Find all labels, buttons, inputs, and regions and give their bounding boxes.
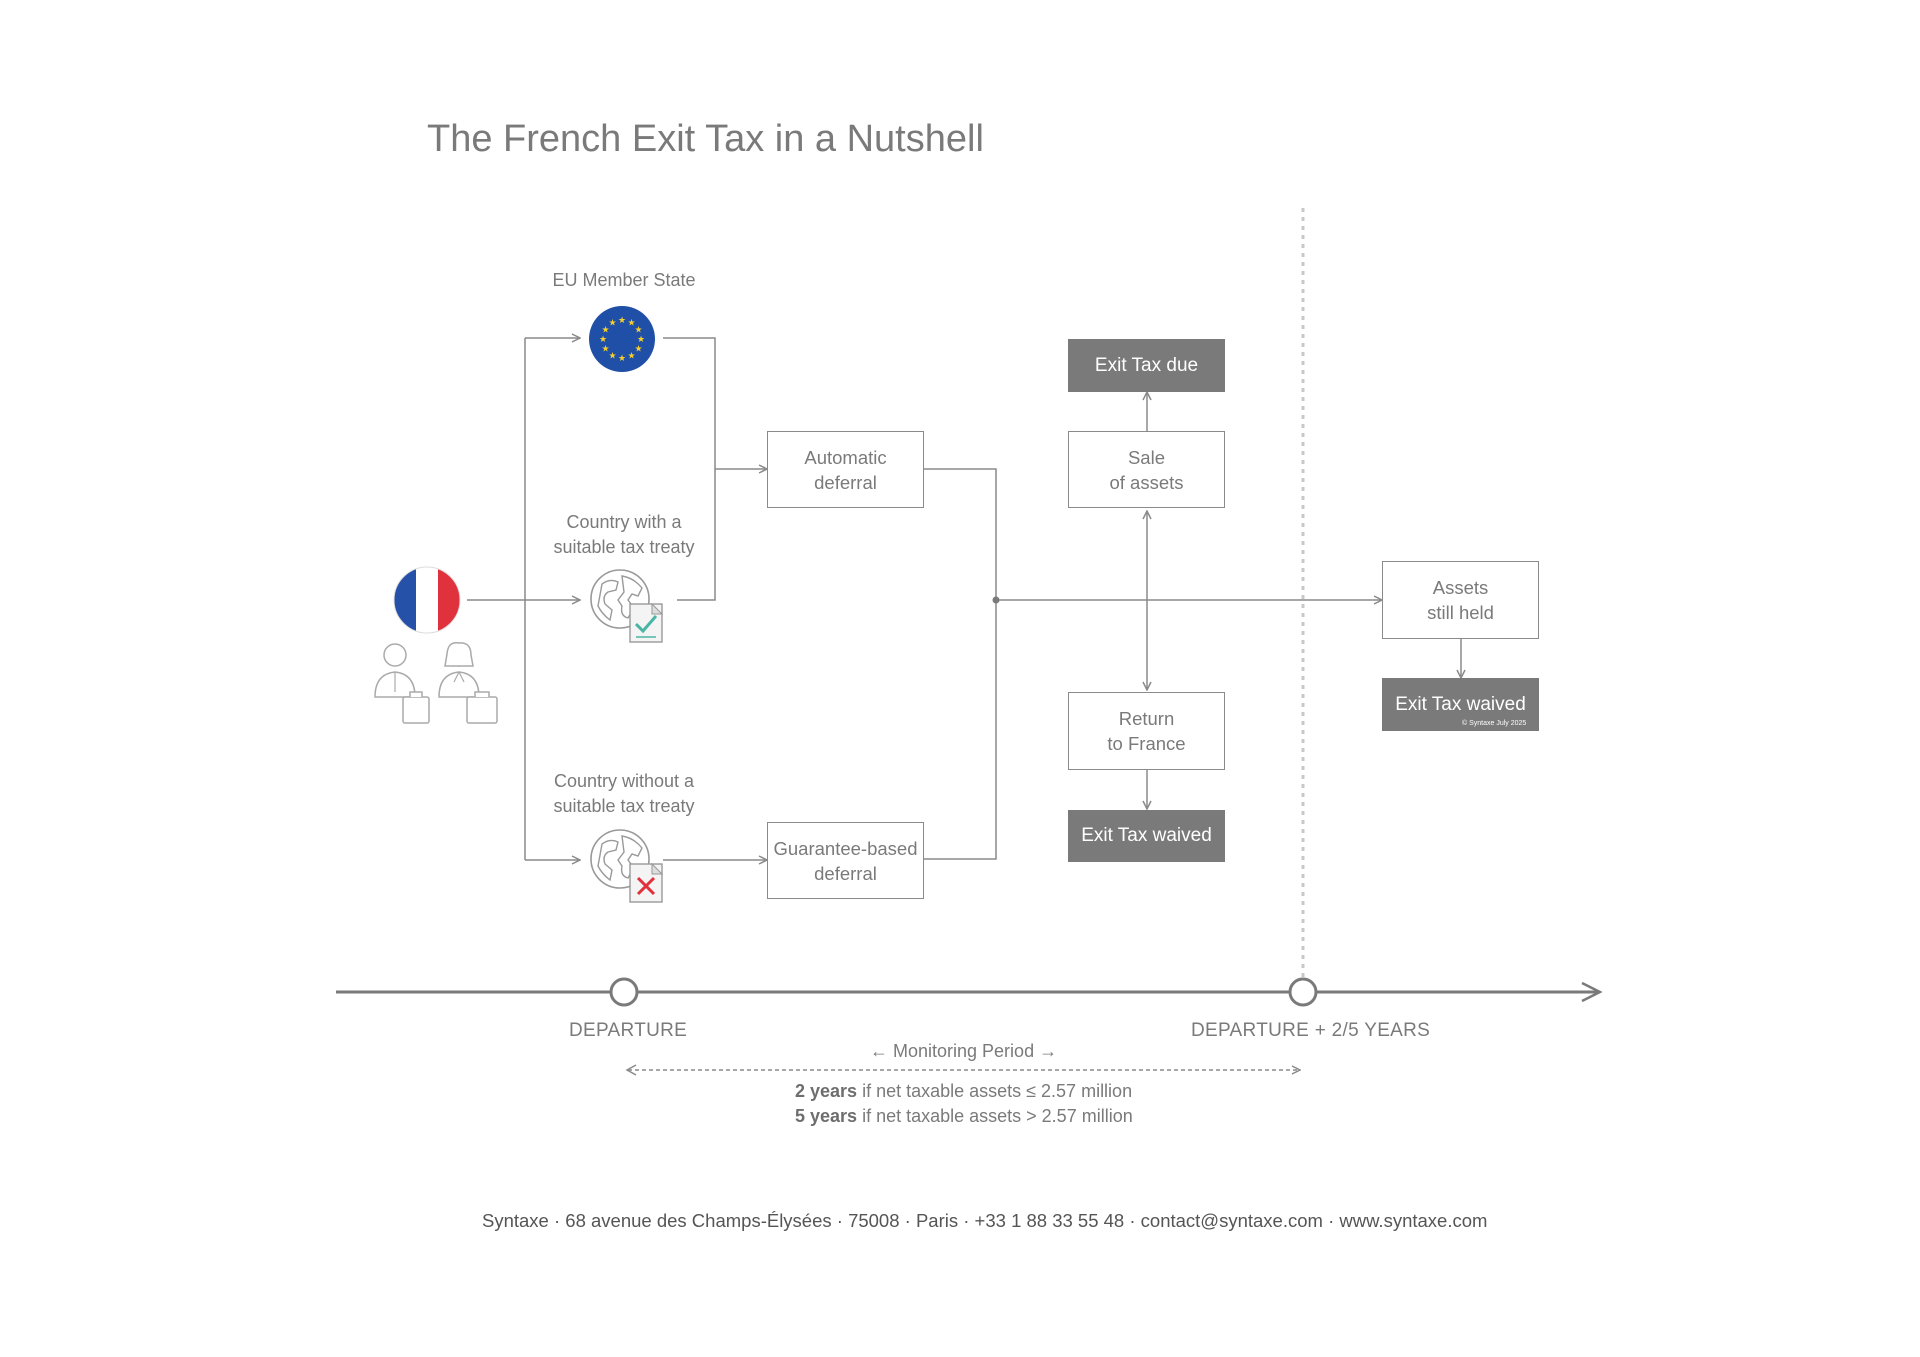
- eu-star-icon: ★: [608, 318, 617, 329]
- eu-star-icon: ★: [634, 325, 643, 336]
- automatic-deferral-label: Automatic deferral: [804, 446, 887, 493]
- rule-five-years-duration: 5 years: [795, 1106, 858, 1126]
- eu-star-icon: ★: [634, 344, 643, 355]
- deferral-collector: [924, 469, 996, 859]
- eu-star-icon: ★: [601, 325, 610, 336]
- footer-contact: Syntaxe · 68 avenue des Champs-Élysées · 75008 · Paris · +33 1 88 33 55 48 · contact@syntaxe.com · www.syntaxe.com: [482, 1210, 1488, 1231]
- departure-marker: [611, 979, 637, 1005]
- eu-star-icon: ★: [601, 344, 610, 355]
- eu-star-icon: ★: [617, 316, 627, 326]
- eu-member-state-label: EU Member State: [552, 270, 696, 290]
- rule-two-years: [795, 1081, 1132, 1102]
- travelers-icon: [370, 642, 510, 728]
- page-title: The French Exit Tax in a Nutshell: [427, 118, 984, 160]
- sale-of-assets-box: [1068, 431, 1225, 508]
- return-to-france-label: Return to France: [1107, 708, 1186, 754]
- rule-two-years-condition: if net taxable assets ≤ 2.57 million: [857, 1081, 1133, 1101]
- departure-label: DEPARTURE: [569, 1020, 688, 1041]
- globe-treaty-icon: [588, 566, 672, 646]
- junction-dot: [993, 597, 1000, 604]
- eu-star-icon: ★: [636, 335, 646, 345]
- exit-tax-due-box: [1068, 339, 1225, 392]
- treaty-country-label: Country with a suitable tax treaty: [553, 512, 695, 557]
- eu-star-icon: ★: [608, 351, 617, 362]
- globe-no-treaty-icon: [588, 826, 672, 906]
- eu-star-icon: ★: [627, 351, 636, 362]
- exit-tax-waived-return-label: Exit Tax waived: [1081, 825, 1212, 846]
- merge-line: [663, 338, 715, 600]
- exit-tax-waived-return-box: [1068, 810, 1225, 862]
- assets-still-held-box: [1382, 561, 1539, 639]
- period-end-marker: [1290, 979, 1316, 1005]
- exit-tax-due-label: Exit Tax due: [1094, 354, 1199, 376]
- monitoring-period-label: ← Monitoring Period →: [870, 1041, 1058, 1061]
- guarantee-deferral-label: Guarantee-based deferral: [773, 837, 918, 884]
- eu-star-icon: ★: [627, 318, 636, 329]
- copyright-notice: © Syntaxe July 2025: [1462, 720, 1527, 727]
- rule-five-years-condition: if net taxable assets > 2.57 million: [857, 1106, 1133, 1126]
- return-to-france-box: [1068, 692, 1225, 770]
- eu-star-icon: ★: [598, 335, 608, 345]
- no-treaty-country-label: Country without a suitable tax treaty: [553, 771, 695, 816]
- eu-flag-icon: [588, 305, 656, 373]
- exit-tax-waived-held-label: Exit Tax waived: [1395, 693, 1526, 715]
- automatic-deferral-box: [767, 431, 924, 508]
- rule-five-years: [795, 1106, 1133, 1127]
- rule-two-years-duration: 2 years: [795, 1081, 858, 1101]
- guarantee-deferral-box: [767, 822, 924, 899]
- assets-still-held-label: Assets still held: [1427, 577, 1494, 623]
- sale-of-assets-label: Sale of assets: [1109, 446, 1184, 493]
- eu-star-icon: ★: [617, 354, 627, 364]
- france-flag-icon: [393, 566, 461, 634]
- period-end-label: DEPARTURE + 2/5 YEARS: [1191, 1020, 1431, 1041]
